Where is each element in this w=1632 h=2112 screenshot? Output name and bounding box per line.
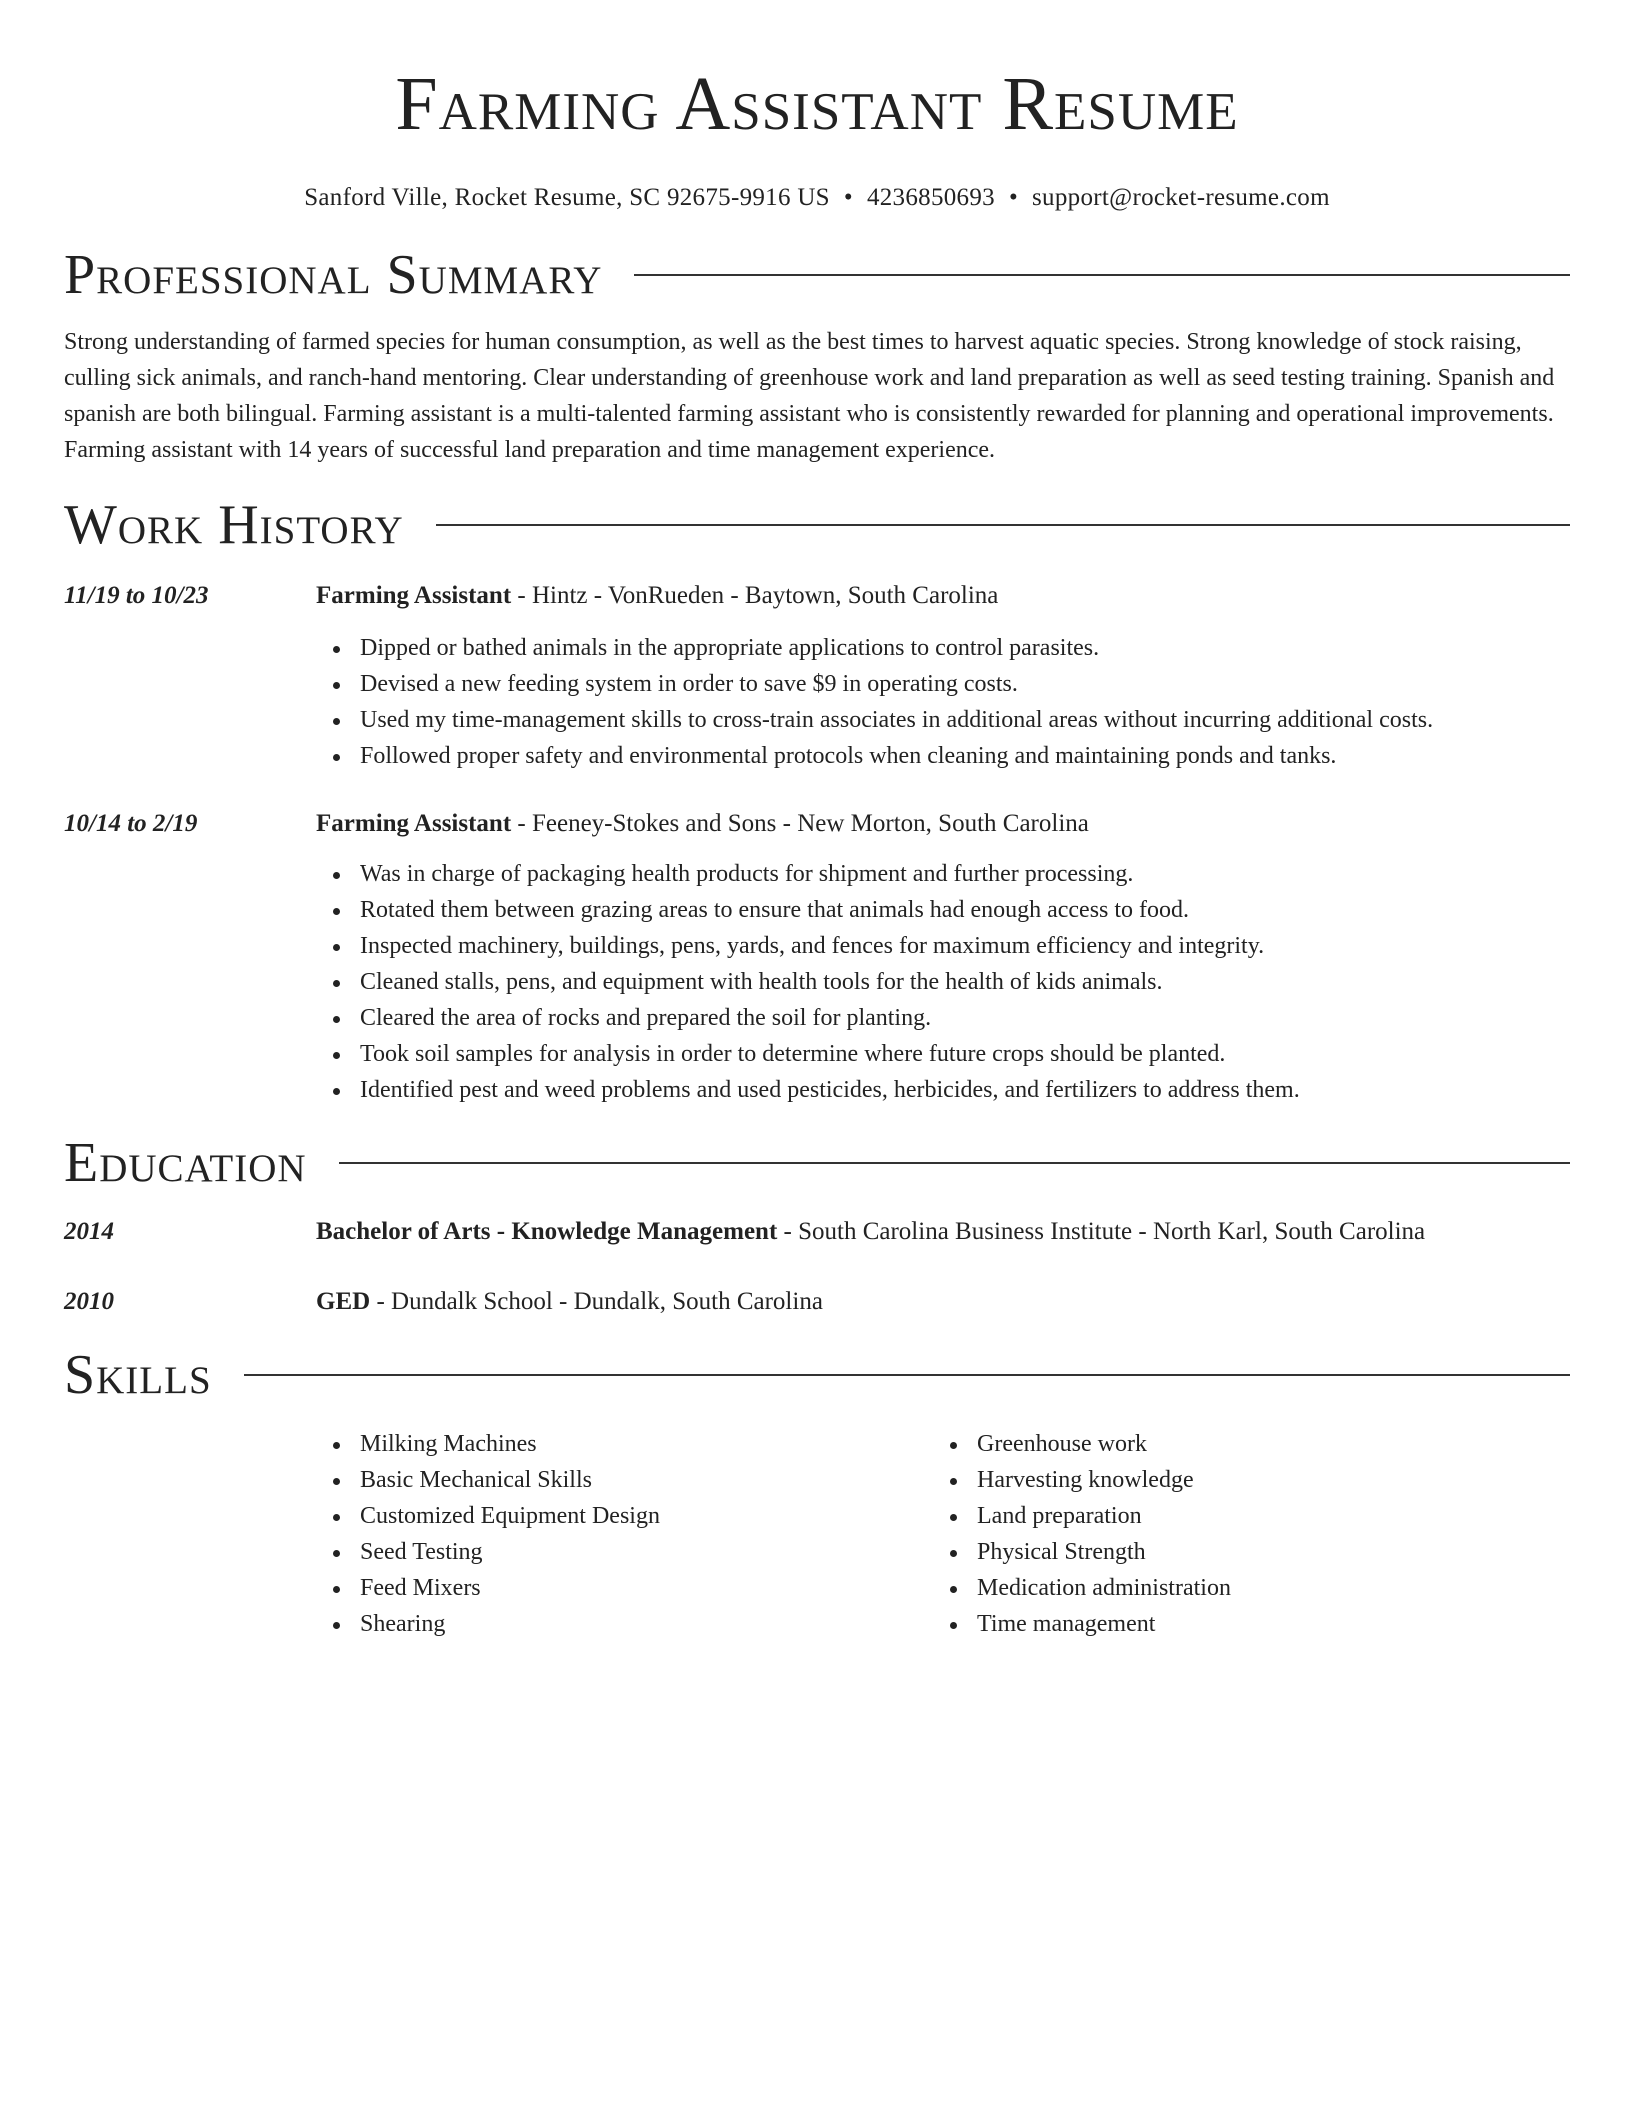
job-body: [316, 578, 1570, 774]
education-section-heading: [64, 1128, 1570, 1198]
job-bullets: [316, 630, 1570, 774]
skill-item: Feed Mixers: [316, 1570, 933, 1606]
job-bullets: [316, 856, 1570, 1108]
skill-item: Shearing: [316, 1606, 933, 1642]
education-year: 2010: [64, 1288, 114, 1315]
skills-heading: Skills: [64, 1344, 212, 1406]
skills-section-heading: [64, 1340, 1570, 1410]
education-year: 2014: [64, 1218, 114, 1245]
job-entry: [64, 578, 1570, 774]
skills-list-left: [316, 1426, 933, 1642]
work-heading: Work History: [64, 494, 404, 556]
contact-separator: •: [843, 184, 853, 211]
education-heading: Education: [64, 1132, 307, 1194]
resume-page: [64, 0, 1570, 1642]
job-bullet: Rotated them between grazing areas to ensure that animals had enough access to food.: [316, 892, 1570, 928]
skills-list-right: [933, 1426, 1550, 1642]
skill-item: Basic Mechanical Skills: [316, 1462, 933, 1498]
job-bullet: Was in charge of packaging health products for shipment and further processing.: [316, 856, 1570, 892]
job-title: Farming Assistant: [316, 582, 512, 609]
skill-item: Milking Machines: [316, 1426, 933, 1462]
education-details: - South Carolina Business Institute - North Karl, South Carolina: [777, 1218, 1426, 1245]
skill-item: Medication administration: [933, 1570, 1550, 1606]
summary-heading: Professional Summary: [64, 244, 603, 306]
job-bullet: Inspected machinery, buildings, pens, yards, and fences for maximum efficiency and integrity.: [316, 928, 1570, 964]
contact-address: Sanford Ville, Rocket Resume, SC 92675-9916 US: [304, 184, 830, 211]
education-headline: [316, 1214, 1570, 1250]
job-details: - Hintz - VonRueden - Baytown, South Carolina: [511, 582, 999, 609]
skill-item: Greenhouse work: [933, 1426, 1550, 1462]
job-entry: [64, 806, 1570, 1108]
education-degree: Bachelor of Arts - Knowledge Management: [316, 1218, 778, 1245]
skill-item: Customized Equipment Design: [316, 1498, 933, 1534]
contact-line: [64, 182, 1570, 214]
skill-item: Time management: [933, 1606, 1550, 1642]
skill-item: Seed Testing: [316, 1534, 933, 1570]
work-section-heading: [64, 490, 1570, 560]
resume-title: Farming Assistant Resume: [395, 62, 1239, 146]
job-bullet: Identified pest and weed problems and used pesticides, herbicides, and fertilizers to address them.: [316, 1072, 1570, 1108]
contact-separator: •: [1008, 184, 1019, 211]
section-divider: [339, 1162, 1570, 1164]
job-bullet: Dipped or bathed animals in the appropriate applications to control parasites.: [316, 630, 1570, 666]
skill-item: Land preparation: [933, 1498, 1550, 1534]
section-divider: [634, 274, 1570, 276]
job-bullet: Followed proper safety and environmental protocols when cleaning and maintaining ponds and tanks.: [316, 738, 1570, 774]
job-bullet: Used my time-management skills to cross-train associates in additional areas without incurring additional costs.: [316, 702, 1570, 738]
job-dates: 10/14 to 2/19: [64, 810, 198, 837]
job-headline: [316, 806, 1570, 842]
job-body: [316, 806, 1570, 1108]
education-headline: [316, 1284, 1570, 1320]
education-entry: [64, 1284, 1570, 1320]
skills-grid: [316, 1426, 1570, 1642]
job-bullet: Cleaned stalls, pens, and equipment with health tools for the health of kids animals.: [316, 964, 1570, 1000]
job-title: Farming Assistant: [316, 810, 512, 837]
job-bullet: Took soil samples for analysis in order to determine where future crops should be planted.: [316, 1036, 1570, 1072]
section-divider: [436, 524, 1570, 526]
contact-email: support@rocket-resume.com: [1032, 184, 1330, 211]
skill-item: Physical Strength: [933, 1534, 1550, 1570]
contact-phone: 4236850693: [866, 184, 995, 211]
skill-item: Harvesting knowledge: [933, 1462, 1550, 1498]
job-dates: 11/19 to 10/23: [64, 582, 209, 609]
education-degree: GED: [316, 1288, 371, 1315]
education-details: - Dundalk School - Dundalk, South Carolina: [370, 1288, 823, 1315]
job-bullet: Devised a new feeding system in order to save $9 in operating costs.: [316, 666, 1570, 702]
job-bullet: Cleared the area of rocks and prepared the soil for planting.: [316, 1000, 1570, 1036]
job-headline: [316, 578, 1570, 614]
education-entry: [64, 1214, 1570, 1250]
job-details: - Feeney-Stokes and Sons - New Morton, South Carolina: [511, 810, 1089, 837]
summary-section-heading: [64, 240, 1570, 310]
section-divider: [244, 1374, 1570, 1376]
summary-text: Strong understanding of farmed species for human consumption, as well as the best times to harvest aquatic species. Strong knowledge of stock raising, culling sick animals, and ranch-hand mentoring. Clear understanding of greenhouse work and land preparation as well as seed testing training. Spanish and spanish are both bilingual. Farming assistant is a multi-talented farming assistant who is consistently rewarded for planning and operational improvements. Farming assistant with 14 years of successful land preparation and time management experience.: [64, 329, 1555, 463]
